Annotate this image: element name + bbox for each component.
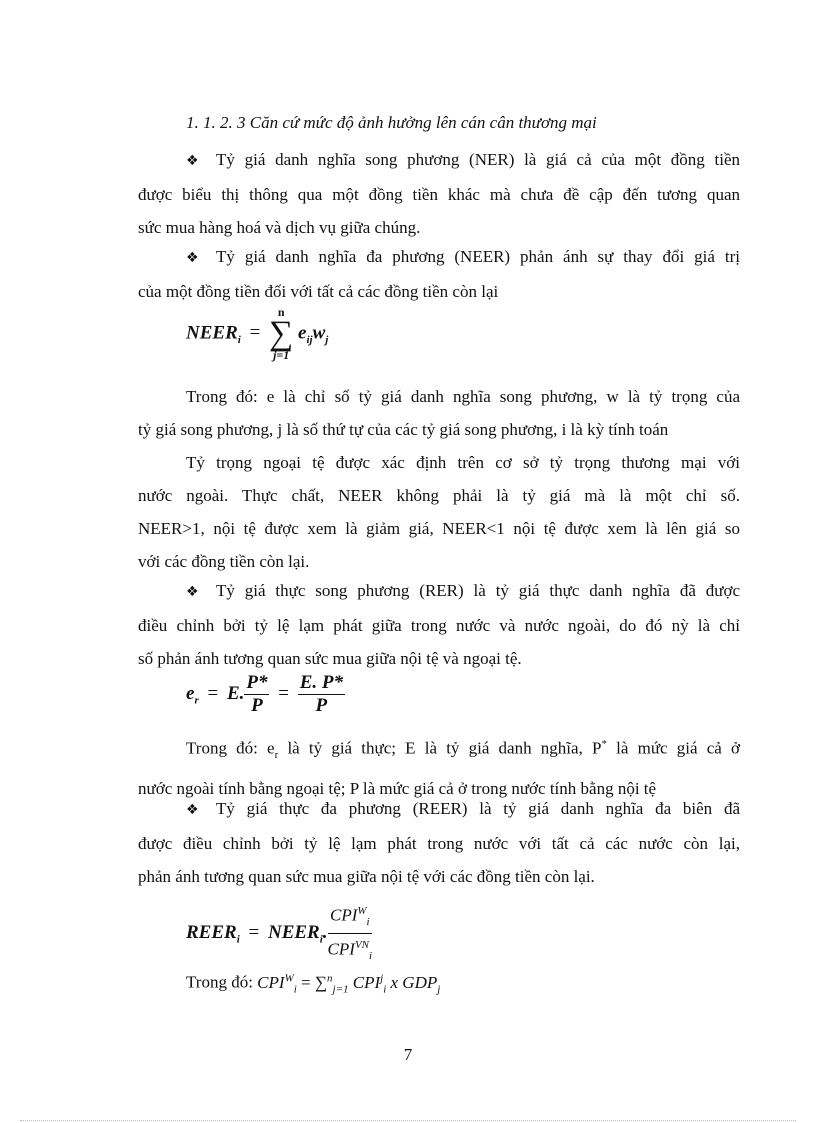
paragraph-line: số phản ánh tương quan sức mua giữa nội tệ và ngoại tệ. xyxy=(138,649,522,668)
cpi-symbol: CPI xyxy=(327,939,355,959)
formula-superscript: W xyxy=(357,905,367,917)
text-subscript: r xyxy=(274,749,279,762)
paragraph-rer xyxy=(138,574,740,675)
sigma-icon: ∑ xyxy=(314,972,328,992)
formula-superscript: j xyxy=(380,972,384,984)
paragraph-weights xyxy=(138,446,740,578)
paragraph-text: Tỷ giá thực đa phương (REER) là tỷ giá danh nghĩa đa biên đã xyxy=(216,799,740,818)
paragraph-line: nước ngoài. Thực chất, NEER không phải là tỷ giá mà là một chỉ số. xyxy=(138,486,740,505)
fraction-numerator: P* xyxy=(246,672,268,693)
paragraph-text: Tỷ giá danh nghĩa song phương (NER) là giá cả của một đồng tiền xyxy=(216,150,740,169)
formula-symbol: NEER xyxy=(186,322,238,344)
formula-symbol: NEER xyxy=(267,921,320,943)
formula-subscript: j xyxy=(325,334,329,347)
paragraph-reer xyxy=(138,792,740,893)
sum-lower-limit: j=1 xyxy=(273,348,290,362)
formula-subscript: i xyxy=(319,933,323,946)
paragraph-text: Tỷ giá danh nghĩa đa phương (NEER) phản ánh sự thay đổi giá trị xyxy=(216,247,740,266)
paragraph-line: Tỷ trọng ngoại tệ được xác định trên cơ sở tỷ trọng thương mại với xyxy=(186,453,740,472)
fraction-denominator: P xyxy=(251,695,263,716)
paragraph-line: tỷ giá song phương, j là số thứ tự của các tỷ giá song phương, i là kỳ tính toán xyxy=(138,420,669,439)
summation xyxy=(269,306,293,362)
gdp-term: x GDP xyxy=(386,972,438,992)
cpi-symbol: CPI xyxy=(329,905,358,925)
section-heading: 1. 1. 2. 3 Căn cứ mức độ ảnh hưởng lên cán cân thương mại xyxy=(186,113,597,132)
paragraph-text: là tỷ giá thực; E là tỷ giá danh nghĩa, P xyxy=(278,738,602,758)
formula-subscript: i xyxy=(383,983,387,996)
formula-superscript: W xyxy=(284,972,294,984)
text-superscript: * xyxy=(601,738,607,750)
rer-formula xyxy=(186,672,345,717)
paragraph-text: Trong đó: e xyxy=(186,738,275,758)
paragraph-line: Trong đó: e là chỉ số tỷ giá danh nghĩa song phương, w là tỷ trọng của xyxy=(186,387,740,406)
paragraph-line: được điều chỉnh bởi tỷ lệ lạm phát trong nước với tất cả các nước còn lại, xyxy=(138,834,740,853)
paragraph-reer-where xyxy=(138,962,740,1006)
formula-subscript: r xyxy=(194,694,199,707)
paragraph-line: phản ánh tương quan sức mua giữa nội tệ với các đồng tiền còn lại. xyxy=(138,867,595,886)
paragraph-text: là mức giá cả ở xyxy=(606,738,740,758)
fraction-numerator: E. P* xyxy=(299,672,343,693)
formula-subscript: i xyxy=(237,334,241,347)
page-bottom-border xyxy=(20,1120,796,1121)
formula-subscript: j=1 xyxy=(332,983,349,996)
formula-symbol: REER xyxy=(186,921,237,943)
formula-superscript: VN xyxy=(354,939,369,952)
paragraph-line: nước ngoài tính bằng ngoại tệ; P là mức giá cả ở trong nước tính bằng nội tệ xyxy=(138,779,657,799)
paragraph-line xyxy=(138,728,740,772)
fraction xyxy=(244,672,269,717)
formula-superscript: n xyxy=(327,972,333,984)
formula-subscript: i xyxy=(236,933,240,946)
formula-subscript: ij xyxy=(306,334,313,347)
formula-subscript: j xyxy=(437,983,441,996)
sigma-icon: ∑ xyxy=(269,315,294,352)
paragraph-line xyxy=(138,574,740,609)
formula-symbol: w xyxy=(312,322,326,344)
fraction xyxy=(328,900,373,967)
paragraph-line: của một đồng tiền đối với tất cả các đồng tiền còn lại xyxy=(138,282,499,301)
paragraph-line xyxy=(138,143,740,178)
formula-symbol: E. xyxy=(226,682,245,704)
paragraph-line: sức mua hàng hoá và dịch vụ giữa chúng. xyxy=(138,218,421,237)
paragraph-text: Trong đó: xyxy=(186,972,258,992)
cpi-symbol: CPI xyxy=(257,972,285,992)
reer-formula xyxy=(186,900,372,967)
paragraph-line: điều chỉnh bởi tỷ lệ lạm phát giữa trong nước và nước ngoài, do đó nỳ là chỉ xyxy=(138,616,740,635)
where-formula xyxy=(257,972,441,996)
formula-symbol: e xyxy=(186,682,195,704)
neer-formula xyxy=(186,306,328,362)
formula-subscript: i xyxy=(293,983,297,996)
formula-equals: = xyxy=(278,682,289,704)
paragraph-line: được biểu thị thông qua một đồng tiền khác mà chưa đề cập đến tương quan xyxy=(138,185,740,204)
formula-equals: = xyxy=(249,322,261,344)
paragraph-line: NEER>1, nội tệ được xem là giảm giá, NEER<1 nội tệ được xem là lên giá so xyxy=(138,519,740,538)
paragraph-line xyxy=(138,240,740,275)
fraction xyxy=(298,672,345,717)
sum-upper-limit: n xyxy=(277,305,285,319)
formula-subscript: i xyxy=(366,916,370,929)
paragraph-line xyxy=(138,792,740,827)
diamond-bullet-icon: ❖ xyxy=(186,153,199,169)
fraction-denominator: P xyxy=(315,695,328,716)
formula-dot: . xyxy=(322,921,328,943)
paragraph-neer xyxy=(138,240,740,308)
formula-equals: = xyxy=(296,972,315,992)
paragraph-text: Tỷ giá thực song phương (RER) là tỷ giá thực danh nghĩa đã được xyxy=(216,581,740,600)
formula-equals: = xyxy=(248,921,260,943)
page-number: 7 xyxy=(403,1045,413,1064)
paragraph-line: với các đồng tiền còn lại. xyxy=(138,552,310,571)
fraction-numerator xyxy=(328,900,373,934)
paragraph-line xyxy=(138,962,740,1006)
cpi-symbol: CPI xyxy=(348,972,381,992)
diamond-bullet-icon: ❖ xyxy=(186,584,199,600)
paragraph-ner xyxy=(138,143,740,244)
formula-subscript: i xyxy=(369,950,373,963)
diamond-bullet-icon: ❖ xyxy=(186,250,199,266)
formula-equals: = xyxy=(207,682,219,704)
diamond-bullet-icon: ❖ xyxy=(186,802,199,818)
formula-symbol: e xyxy=(298,322,307,344)
paragraph-neer-where xyxy=(138,380,740,446)
